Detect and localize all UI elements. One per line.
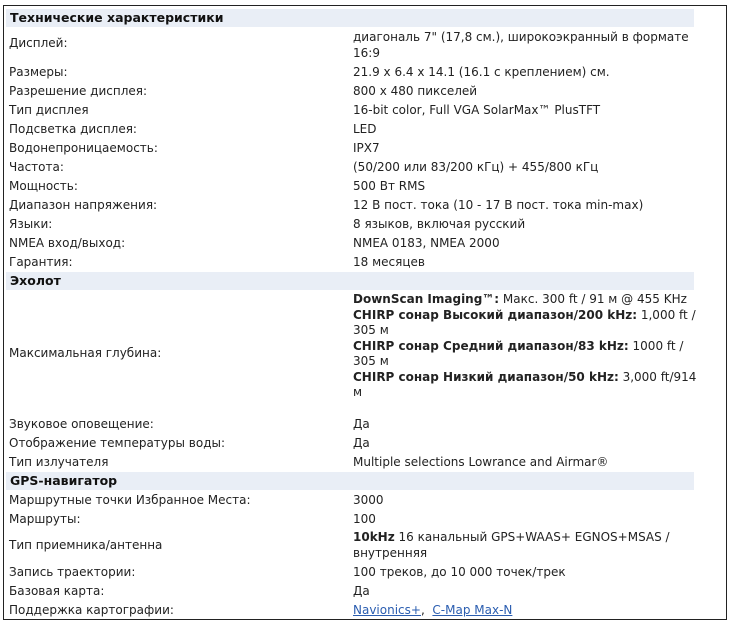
row-label: Звуковое оповещение: xyxy=(9,417,154,431)
row-label: Тип дисплея xyxy=(9,103,89,117)
section-header-sonar: Эхолот xyxy=(6,272,694,290)
row-value: NMEA 0183, NMEA 2000 xyxy=(353,236,500,250)
section-header-tech: Технические характеристики xyxy=(6,9,694,27)
row-value: 100 xyxy=(353,512,376,526)
row-value: (50/200 или 83/200 кГц) + 455/800 кГц xyxy=(353,160,599,174)
row-value: Multiple selections Lowrance and Airmar® xyxy=(353,455,609,469)
spec-table xyxy=(3,5,727,620)
row-label: Языки: xyxy=(9,217,53,231)
depth-line-title: CHIRP сонар Низкий диапазон/50 kHz: xyxy=(353,369,619,384)
row-value: Да xyxy=(353,584,370,598)
row-value: Да xyxy=(353,436,370,450)
row-value: 100 треков, до 10 000 точек/трек xyxy=(353,565,566,579)
row-value: IPX7 xyxy=(353,141,380,155)
depth-line xyxy=(353,370,698,401)
depth-line-title: DownScan Imaging™: xyxy=(353,292,500,306)
depth-line-title: CHIRP сонар Средний диапазон/83 kHz: xyxy=(353,338,629,353)
depth-line-text: 1,000 ft / 305 м xyxy=(353,307,696,337)
row-label: Размеры: xyxy=(9,65,68,79)
row-value: 18 месяцев xyxy=(353,255,425,269)
cmap-link[interactable]: C-Map Max-N xyxy=(432,603,513,617)
row-label: Водонепроницаемость: xyxy=(9,141,158,155)
section-header-gps: GPS-навигатор xyxy=(6,472,694,490)
row-label: Дисплей: xyxy=(9,36,68,50)
depth-line-text: Макс. 300 ft / 91 м @ 455 KHz xyxy=(499,292,687,306)
row-value xyxy=(353,603,698,619)
row-label: Базовая карта: xyxy=(9,584,105,598)
row-label: Подсветка дисплея: xyxy=(9,122,137,136)
row-value: 12 В пост. тока (10 - 17 В пост. тока min-max) xyxy=(353,198,644,212)
depth-line xyxy=(353,339,698,370)
row-value xyxy=(353,530,698,561)
row-value: диагональ 7" (17,8 см.), широкоэкранный в формате 16:9 xyxy=(353,30,689,60)
row-label: Максимальная глубина: xyxy=(9,346,162,360)
link-separator: , xyxy=(420,603,425,617)
row-label: Запись траектории: xyxy=(9,565,136,579)
receiver-frequency: 10kHz xyxy=(353,530,395,544)
depth-line xyxy=(353,292,698,308)
row-label: Маршрутные точки Избранное Места: xyxy=(9,493,251,507)
row-label: Гарантия: xyxy=(9,255,73,269)
row-value: 3000 xyxy=(353,493,384,507)
row-value: 16-bit color, Full VGA SolarMax™ PlusTFT xyxy=(353,103,601,117)
row-label: Тип приемника/антенна xyxy=(9,538,163,552)
row-value: LED xyxy=(353,122,377,136)
depth-line-title: CHIRP сонар Высокий диапазон/200 kHz: xyxy=(353,307,638,322)
depth-line-text: 1000 ft / 305 м xyxy=(353,338,684,368)
row-label: Отображение температуры воды: xyxy=(9,436,226,450)
row-label: Тип излучателя xyxy=(9,455,109,469)
row-label: NMEA вход/выход: xyxy=(9,236,126,250)
row-label: Мощность: xyxy=(9,179,78,193)
row-label: Разрешение дисплея: xyxy=(9,84,148,98)
row-label: Частота: xyxy=(9,160,64,174)
row-label: Диапазон напряжения: xyxy=(9,198,158,212)
row-label: Поддержка картографии: xyxy=(9,603,174,617)
row-value: Да xyxy=(353,417,370,431)
row-value: 800 x 480 пикселей xyxy=(353,84,478,98)
row-value: 500 Вт RMS xyxy=(353,179,426,193)
depth-line-text: 3,000 ft/914 м xyxy=(353,369,697,399)
row-value: 8 языков, включая русский xyxy=(353,217,526,231)
receiver-text: 16 канальный GPS+WAAS+ EGNOS+MSAS / внутренняя xyxy=(353,530,670,560)
depth-values xyxy=(353,292,698,401)
row-value: 21.9 x 6.4 x 14.1 (16.1 с креплением) см. xyxy=(353,65,610,79)
navionics-link[interactable]: Navionics+ xyxy=(353,603,421,617)
row-label: Маршруты: xyxy=(9,512,81,526)
depth-line xyxy=(353,308,698,339)
